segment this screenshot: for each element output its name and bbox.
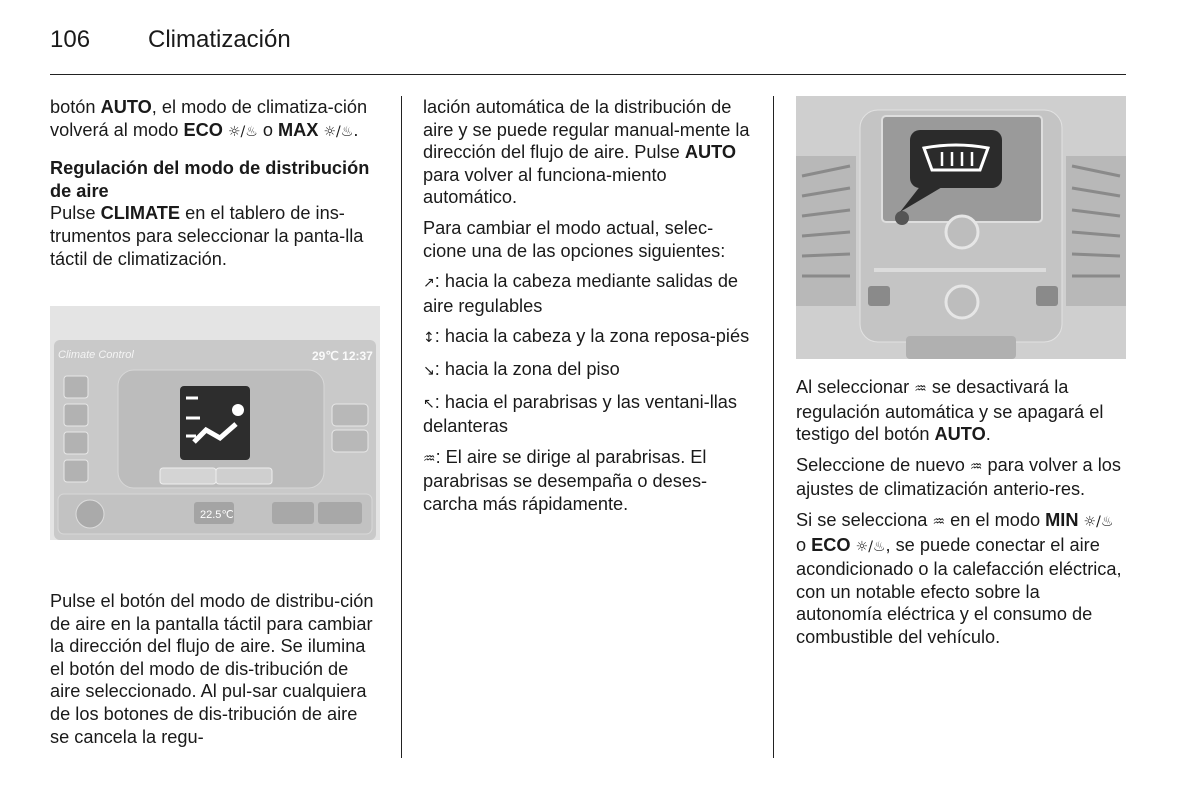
floor-icon: ↘ bbox=[423, 362, 435, 379]
list-item: ↕: hacia la cabeza y la zona reposa-piés bbox=[423, 326, 750, 347]
list-item: ♒: El aire se dirige al parabrisas. El parabrisas se desempaña o deses-carcha más rápidamente. bbox=[423, 446, 708, 514]
windshield-floor-icon: ↖ bbox=[423, 395, 435, 412]
eco-mode-icon: ☼/♨ bbox=[855, 538, 886, 555]
header-rule bbox=[50, 74, 1126, 75]
screen-title: Climate Control bbox=[58, 349, 134, 361]
max-mode-icon: ☼/♨ bbox=[323, 123, 354, 140]
dashboard-photo bbox=[796, 96, 1126, 359]
column-1 bbox=[50, 96, 380, 278]
column-2 bbox=[423, 96, 753, 524]
defrost-icon: ♒ bbox=[423, 450, 436, 467]
head-vents-icon: ↗ bbox=[423, 275, 435, 292]
page-header bbox=[50, 26, 291, 56]
list-item: ↖: hacia el parabrisas y las ventani-llas delanteras bbox=[423, 391, 737, 437]
screen-time: 29℃ 12:37 bbox=[312, 349, 373, 363]
paragraph: Seleccione de nuevo ♒ para volver a los ajustes de climatización anterio-res. bbox=[796, 454, 1121, 500]
head-feet-icon: ↕ bbox=[423, 330, 435, 347]
screen-temperature: 22.5℃ bbox=[200, 509, 234, 521]
paragraph: lación automática de la distribución de aire y se puede regular manual-mente la dirección del flujo de aire. Pulse AUTO para volver al funciona-miento automático. bbox=[423, 97, 750, 208]
paragraph: Si se selecciona ♒ en el modo MIN ☼/♨ o ECO ☼/♨, se puede conectar el aire acondicionado o la calefacción eléctrica, con un notable efecto sobre la autonomía eléctrica y el consumo de combustible del vehículo. bbox=[796, 509, 1122, 647]
paragraph: Pulse CLIMATE en el tablero de ins-trumentos para seleccionar la panta-lla táctil de climatización. bbox=[50, 203, 364, 269]
list-item: ↘: hacia la zona del piso bbox=[423, 358, 620, 379]
defrost-icon: ♒ bbox=[969, 458, 983, 475]
paragraph: Pulse el botón del modo de distribu-ción de aire en la pantalla táctil para cambiar la dirección del flujo de aire. Se ilumina el botón del modo de dis-tribución de aire seleccionado. Al pul-sar cualquiera de los botones de dis-tribución de aire se cancela la regu- bbox=[50, 591, 374, 747]
eco-mode-icon: ☼/♨ bbox=[227, 123, 258, 140]
column-divider bbox=[773, 96, 774, 758]
paragraph: Al seleccionar ♒ se desactivará la regulación automática y se apagará el testigo del botón AUTO. bbox=[796, 377, 1104, 445]
paragraph: Para cambiar el modo actual, selec-cione una de las opciones siguientes: bbox=[423, 217, 726, 261]
list-item: ↗: hacia la cabeza mediante salidas de aire regulables bbox=[423, 271, 739, 316]
page-title: Climatización bbox=[148, 26, 291, 53]
page-number: 106 bbox=[50, 26, 91, 53]
min-mode-icon: ☼/♨ bbox=[1083, 513, 1114, 530]
paragraph: botón AUTO, el modo de climatiza-ción volverá al modo ECO ☼/♨ o MAX ☼/♨. bbox=[50, 97, 368, 140]
section-heading: Regulación del modo de distribución de aire bbox=[50, 158, 370, 201]
climate-touchscreen-image bbox=[50, 306, 380, 540]
column-3 bbox=[796, 376, 1126, 657]
defrost-icon: ♒ bbox=[932, 513, 946, 530]
defrost-icon: ♒ bbox=[914, 381, 927, 397]
column-divider bbox=[401, 96, 402, 758]
